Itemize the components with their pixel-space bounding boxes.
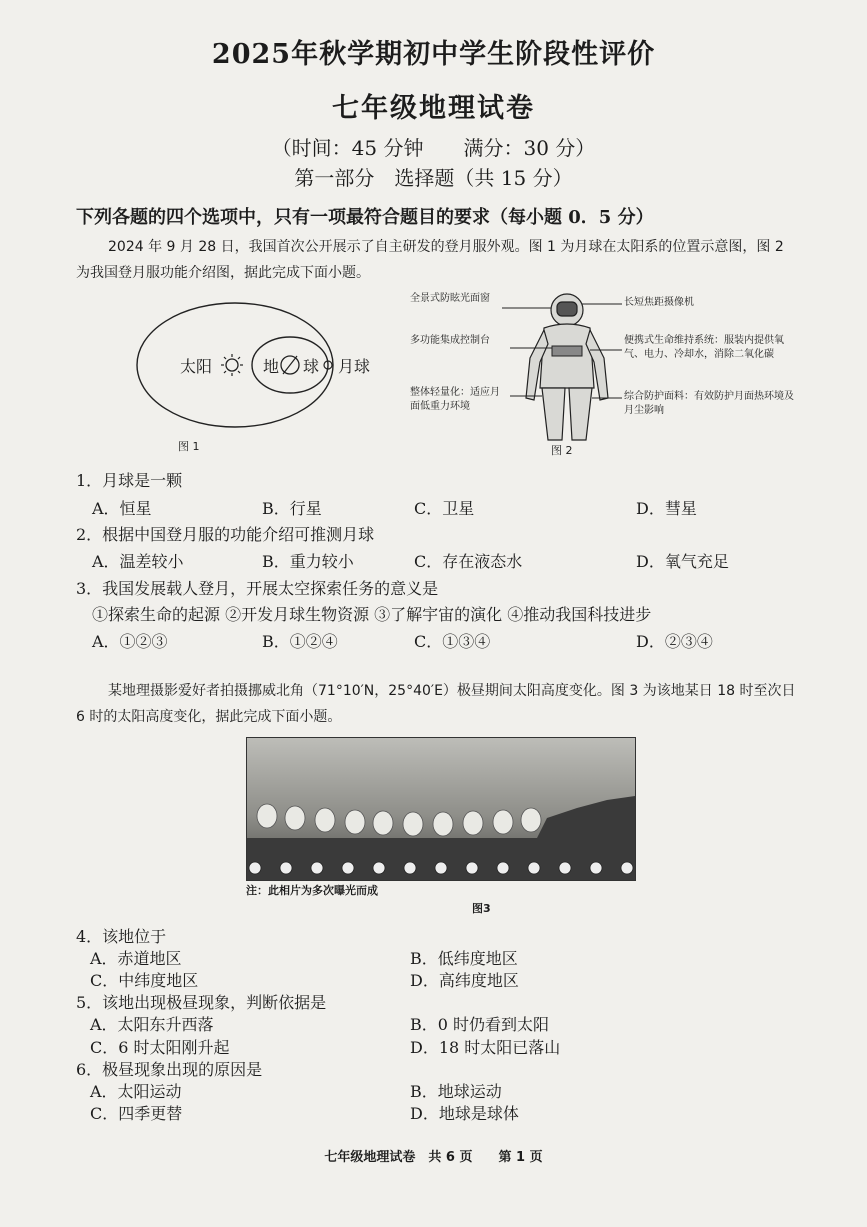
hour-marker [497, 862, 509, 874]
moon-label: 月球 [338, 357, 371, 376]
fig2-label-control: 多功能集成控制台 [410, 335, 490, 346]
figure-3-photo [246, 737, 636, 881]
question-2: 2．根据中国登月服的功能介绍可推测月球 [76, 525, 375, 544]
sun-icon [221, 354, 243, 376]
question-3: 3．我国发展载人登月，开展太空探索任务的意义是 [76, 579, 439, 598]
fig2-label-life-support: 便携式生命维持系统：服装内提供氧气、电力、冷却水，消除二氧化碳 [624, 335, 784, 360]
q6-option-d[interactable]: D．地球是球体 [410, 1104, 519, 1123]
q3-option-a[interactable]: A．①②③ [92, 632, 168, 651]
figure-3-caption: 图3 [472, 902, 491, 915]
figure-1 [130, 290, 400, 460]
multi-exposure-sun-photo [247, 738, 635, 880]
hour-marker [528, 862, 540, 874]
question-5: 5．该地出现极昼现象，判断依据是 [76, 993, 327, 1012]
hour-marker [373, 862, 385, 874]
q2-option-d[interactable]: D．氧气充足 [636, 552, 729, 571]
passage-2: 某地理摄影爱好者拍摄挪威北角（71°10′N，25°40′E）极昼期间太阳高度变化。图 3 为该地某日 18 时至次日 6 时的太阳高度变化，据此完成下面小题。 [76, 683, 796, 725]
earth-label-left: 地 [263, 357, 280, 376]
q5-option-c[interactable]: C．6 时太阳刚升起 [90, 1038, 230, 1057]
hour-marker [249, 862, 261, 874]
q1-option-b[interactable]: B．行星 [262, 499, 322, 518]
hour-marker [311, 862, 323, 874]
exam-meta: （时间：45 分钟 满分：30 分） [271, 136, 596, 160]
q6-option-c[interactable]: C．四季更替 [90, 1104, 183, 1123]
hour-marker [404, 862, 416, 874]
exam-title: 2025年秋学期初中学生阶段性评价 [211, 39, 656, 70]
q2-option-c[interactable]: C．存在液态水 [414, 552, 523, 571]
q3-option-b[interactable]: B．①②④ [262, 632, 338, 651]
q5-option-d[interactable]: D．18 时太阳已落山 [410, 1038, 561, 1057]
q4-option-a[interactable]: A．赤道地区 [90, 949, 182, 968]
spacesuit-illustration [410, 288, 800, 448]
q1-option-a[interactable]: A．恒星 [92, 499, 152, 518]
q6-option-a[interactable]: A．太阳运动 [90, 1082, 182, 1101]
hour-marker [621, 862, 633, 874]
question-1: 1．月球是一颗 [76, 471, 183, 490]
earth-label-right: 球 [303, 357, 320, 376]
fig2-label-lightweight: 整体轻量化：适应月面低重力环境 [410, 387, 500, 412]
sun-label: 太阳 [180, 357, 213, 376]
q1-option-c[interactable]: C．卫星 [414, 499, 475, 518]
hour-marker [342, 862, 354, 874]
exam-subtitle: 七年级地理试卷 [332, 93, 535, 124]
q3-option-c[interactable]: C．①③④ [414, 632, 491, 651]
hour-marker [280, 862, 292, 874]
q3-statements: ①探索生命的起源 ②开发月球生物资源 ③了解宇宙的演化 ④推动我国科技进步 [92, 605, 652, 624]
page-footer: 七年级地理试卷 共 6 页 第 1 页 [324, 1150, 543, 1165]
section-heading: 第一部分 选择题（共 15 分） [294, 166, 573, 190]
hour-marker [466, 862, 478, 874]
figure-2 [410, 288, 800, 458]
figure-2-caption: 图 2 [551, 444, 573, 457]
figure-3-note: 注：此相片为多次曝光而成 [246, 884, 378, 897]
q4-option-d[interactable]: D．高纬度地区 [410, 971, 519, 990]
q5-option-b[interactable]: B．0 时仍看到太阳 [410, 1015, 550, 1034]
hour-marker [435, 862, 447, 874]
q6-option-b[interactable]: B．地球运动 [410, 1082, 502, 1101]
question-4: 4．该地位于 [76, 927, 167, 946]
fig2-label-protection: 综合防护面料：有效防护月面热环境及月尘影响 [624, 391, 794, 416]
earth-icon [281, 356, 299, 374]
passage-1: 2024 年 9 月 28 日，我国首次公开展示了自主研发的登月服外观。图 1 为月球在太阳系的位置示意图，图 2 为我国登月服功能介绍图，据此完成下面小题。 [76, 239, 784, 281]
fig2-label-visor: 全景式防眩光面窗 [410, 293, 490, 304]
q1-option-d[interactable]: D．彗星 [636, 499, 697, 518]
instruction: 下列各题的四个选项中，只有一项最符合题目的要求（每小题 0．5 分） [76, 207, 654, 228]
q5-option-a[interactable]: A．太阳东升西落 [90, 1015, 214, 1034]
question-6: 6．极昼现象出现的原因是 [76, 1060, 263, 1079]
fig2-label-camera: 长短焦距摄像机 [624, 297, 694, 308]
q4-option-b[interactable]: B．低纬度地区 [410, 949, 518, 968]
q2-option-a[interactable]: A．温差较小 [92, 552, 184, 571]
q2-option-b[interactable]: B．重力较小 [262, 552, 354, 571]
hour-marker [590, 862, 602, 874]
figure-1-caption: 图 1 [178, 440, 200, 453]
hour-marker [559, 862, 571, 874]
q4-option-c[interactable]: C．中纬度地区 [90, 971, 199, 990]
q3-option-d[interactable]: D．②③④ [636, 632, 713, 651]
